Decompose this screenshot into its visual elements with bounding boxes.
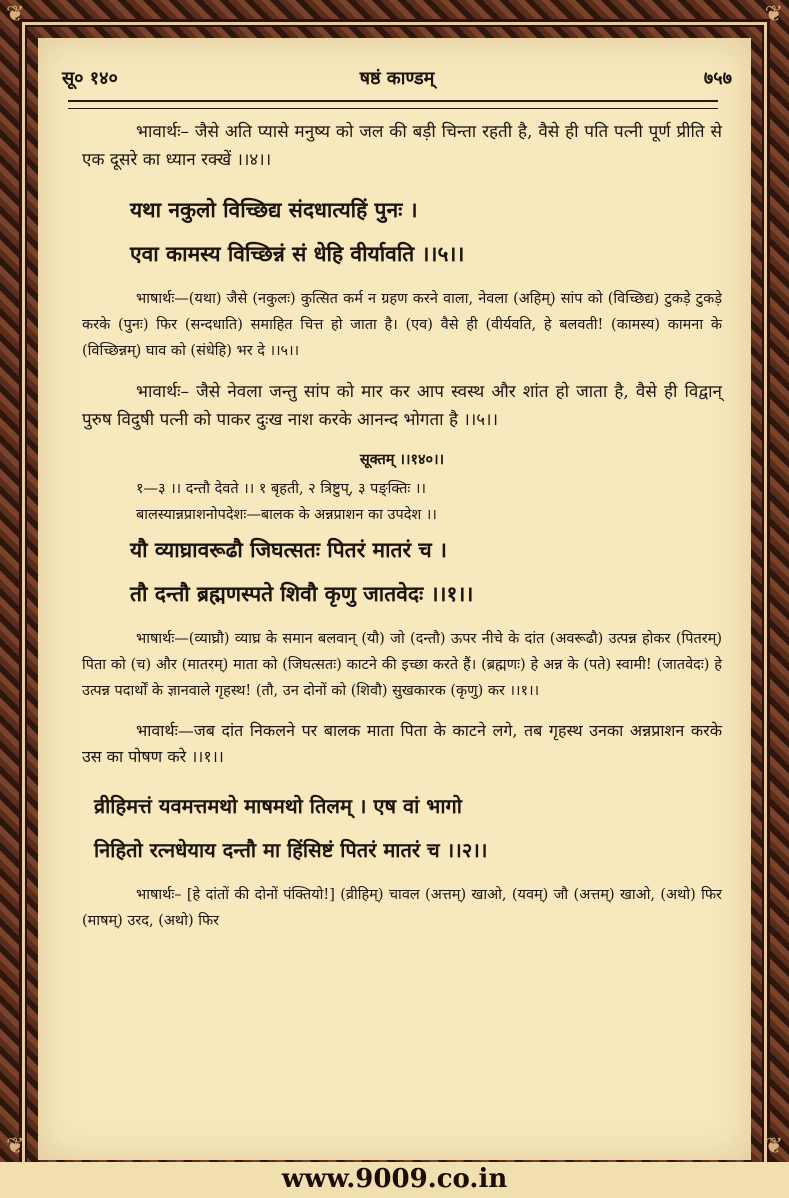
bhasharth-paragraph: भाषार्थः—(व्याघ्रौ) व्याघ्र के समान बलवान् (यौ) जो (दन्तौ) ऊपर नीचे के दांत (अवरूढौ) उत्पन्न होकर (पितरम्) पिता को (च) और (मातरम्) माता को (जिघत्सतः) काटने की इच्छा करते हैं। (ब्रह्मणः) हे अन्न के (पते) स्वामी! (जातवेदः) हे उत्पन्न पदार्थों के ज्ञानवाले गृहस्थ! (तौ, उन दोनों को (शिवौ) सुखकारक (कृणु) कर ।।१।। [82, 631, 722, 699]
site-footer [0, 1162, 789, 1198]
sutra-number: सू० १४० [62, 68, 118, 89]
page-content [82, 118, 722, 948]
verse-line: यथा नकुलो विच्छिद्य संदधात्यहिं पुनः । [130, 197, 418, 222]
corner-ornament-icon: ❦ [764, 2, 783, 27]
page-number: ७५७ [703, 68, 732, 89]
sukta-meta: १—३ ।। दन्तौ देवते ।। १ बृहती, २ त्रिष्टुप्, ३ पङ्क्तिः ।। [136, 481, 426, 497]
verse-line: निहितो रत्नधेयाय दन्तौ मा हिंसिष्टं पितरं मातरं च ।।२।। [94, 838, 488, 862]
bhavartha-paragraph: भावार्थः—जब दांत निकलने पर बालक माता पिता के काटने लगे, तब गृहस्थ उनका अन्नप्राशन करके उस का पोषण करे ।।१।। [82, 721, 722, 766]
corner-ornament-icon: ❦ [764, 1134, 783, 1159]
bhasharth-paragraph: भाषार्थः—(यथा) जैसे (नकुलः) कुत्सित कर्म न ग्रहण करने वाला, नेवला (अहिम्) सांप को (विच्छिद्य) टुकड़े टुकड़े करके (पुनः) फिर (सन्दधाति) समाहित चित्त हो जाता है। (एव) वैसे ही (वीर्यवति, हे बलवती! (कामस्य) कामना के (विच्छिन्नम्) घाव को (संधेहि) भर दे ।।५।। [82, 291, 722, 359]
scripture-page [38, 38, 751, 1160]
section-title: षष्ठं काण्डम् [359, 68, 435, 89]
verse-line: एवा कामस्य विच्छिन्नं सं धेहि वीर्यावति ।।५।। [130, 241, 465, 266]
header-rule [68, 100, 718, 109]
page-header [62, 60, 732, 96]
sukta-heading: सूक्तम् ।।१४०।। [359, 451, 445, 468]
verse-line: यौ व्याघ्रावरूढौ जिघत्सतः पितरं मातरं च । [130, 537, 448, 562]
verse-line: व्रीहिमत्तं यवमत्तमथो माषमथो तिलम् । एष वां भागो [94, 794, 462, 818]
bhasharth-paragraph: भाषार्थः– [हे दांतों की दोनों पंक्तियो!] (व्रीहिम्) चावल (अत्तम्) खाओ, (यवम्) जौ (अत्तम्) खाओ, (अथो) फिर (माषम्) उरद, (अथो) फिर [82, 887, 722, 929]
corner-ornament-icon: ❦ [6, 1134, 25, 1159]
sukta-topic: बालस्यान्नप्राशनोपदेशः—बालक के अन्नप्राशन का उपदेश ।। [136, 507, 437, 523]
bhavartha-paragraph: भावार्थः– जैसे अति प्यासे मनुष्य को जल की बड़ी चिन्ता रहती है, वैसे ही पति पत्नी पूर्ण प्रीति से एक दूसरे का ध्यान रक्खें ।।४।। [82, 122, 722, 170]
corner-ornament-icon: ❦ [6, 2, 25, 27]
site-url: www.9009.co.in [281, 1164, 508, 1194]
bhavartha-paragraph: भावार्थः– जैसे नेवला जन्तु सांप को मार कर आप स्वस्थ और शांत हो जाता है, वैसे ही विद्वान् पुरुष विदुषी पत्नी को पाकर दुःख नाश करके आनन्द भोगता है ।।५।। [82, 382, 722, 430]
verse-line: तौ दन्तौ ब्रह्मणस्पते शिवौ कृणु जातवेदः ।।१।। [130, 581, 474, 606]
